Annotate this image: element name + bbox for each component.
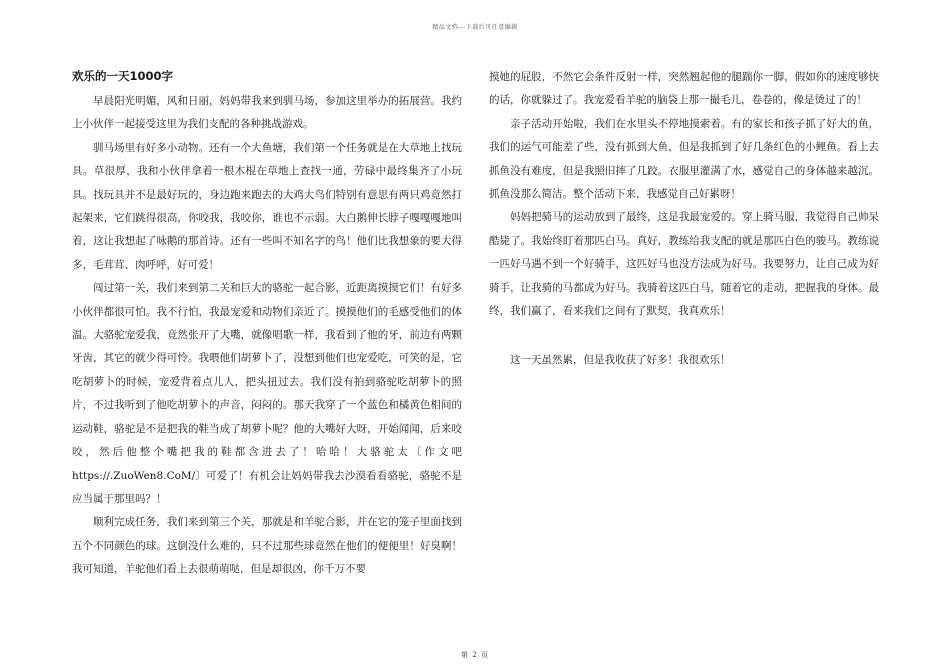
left-column — [72, 66, 462, 582]
paragraph: 闯过第一关，我们来到第二关和巨大的骆驼一起合影，近距离摸摸它们！有好多小伙伴都很可怕。我不行怕，我最宠爱和动物们亲近了。摸摸他们的毛感受他们的体温。大骆驼宠爱我，竟然张开了大嘴，就像唱歌一样，我看到了他的牙，前边有两颗牙齿，其它的就少得可怜。我喂他们胡萝卜了，没想到他们也宠爱吃，可笑的是，它吃胡萝卜的时候，宠爱背着点儿人，把头扭过去。我们没有拍到骆驼吃胡萝卜的照片，不过我听到了他吃胡萝卜的声音，闷闷的。那天我穿了一个蓝色和橘黄色相间的运动鞋，骆驼是不是把我的鞋当成了胡萝卜呢？他的大嘴好大呀，开始闻闻，后来咬咬，然后他整个嘴把我的鞋都含进去了！哈哈！大骆驼太〔作文吧https://.ZuoWen8.CoM/〕可爱了！有机会让妈妈带我去沙漠看看骆驼，骆驼不是应当属于那里吗？！ — [72, 282, 462, 505]
right-column — [489, 66, 879, 373]
closing-paragraph: 这一天虽然累，但是我收获了好多！我很欢乐！ — [510, 354, 731, 367]
page-number: 第 2 页 — [461, 651, 489, 659]
paragraph: 顺利完成任务，我们来到第三个关，那就是和羊驼合影，并在它的笼子里面找到五个不同颜色的球。这倒没什么难的，只不过那些球竟然在他们的便便里！好臭啊！我可知道，羊驼他们看上去很萌萌哒，但是却很凶，你千万不要 — [72, 516, 462, 576]
paragraph-continued: 摸她的屁股，不然它会条件反射一样，突然翘起他的腿踹你一脚，假如你的速度够快的话，你就躲过了。我宠爱看羊驼的脑袋上那一撮毛儿，卷卷的，像是烫过了的！ — [489, 71, 879, 107]
paragraph: 驯马场里有好多小动物。还有一个大鱼塘，我们第一个任务就是在大草地上找玩具。草很厚，我和小伙伴拿着一根木棍在草地上查找一通，劳碌中最终集齐了小玩具。找玩具并不是最好玩的，身边跑来跑去的大鸡大鸟们特别有意思有两只鸡竟然打起架来，它们跳得很高，你咬我，我咬你，谁也不示弱。大白鹅伸长脖子嘎嘎嘎地叫着，这让我想起了咏鹅的那首诗。还有一些叫不知名字的鸟！他们比我想象的要大得多，毛茸茸、肉呼呼，好可爱！ — [72, 141, 462, 271]
page-header: 精品文档---下载后可任意编辑 — [432, 24, 518, 31]
paragraph: 妈妈把骑马的运动放到了最终，这是我最宠爱的。穿上骑马服，我觉得自己帅呆酷毙了。我始终盯着那匹白马。真好，教练给我支配的就是那匹白色的骏马。教练说一匹好马遇不到一个好骑手，这匹好马也没方法成为好马。我要努力，让自己成为好骑手，让我骑的马都成为好马。我骑着这匹白马，随着它的走动，把握我的身体。最终，我们赢了，看来我们之间有了默契，我真欢乐！ — [489, 211, 879, 318]
article-title: 欢乐的一天1000字 — [72, 69, 174, 83]
paragraph: 亲子活动开始啦，我们在水里头不停地摸索着。有的家长和孩子抓了好大的鱼，我们的运气可能差了些，没有抓到大鱼，但是我抓到了好几条红色的小鲤鱼。看上去抓鱼没有难度，但是我照旧摔了几跤。衣服里灌满了水，感觉自己的身体越来越沉。抓鱼没那么简洁。整个活动下来，我感觉自己好累呀！ — [489, 117, 879, 201]
paragraph: 早晨阳光明媚，风和日丽，妈妈带我来到驯马场，参加这里举办的拓展营。我约上小伙伴一起接受这里为我们支配的各种挑战游戏。 — [72, 95, 462, 131]
paragraph-spacer — [489, 323, 879, 349]
